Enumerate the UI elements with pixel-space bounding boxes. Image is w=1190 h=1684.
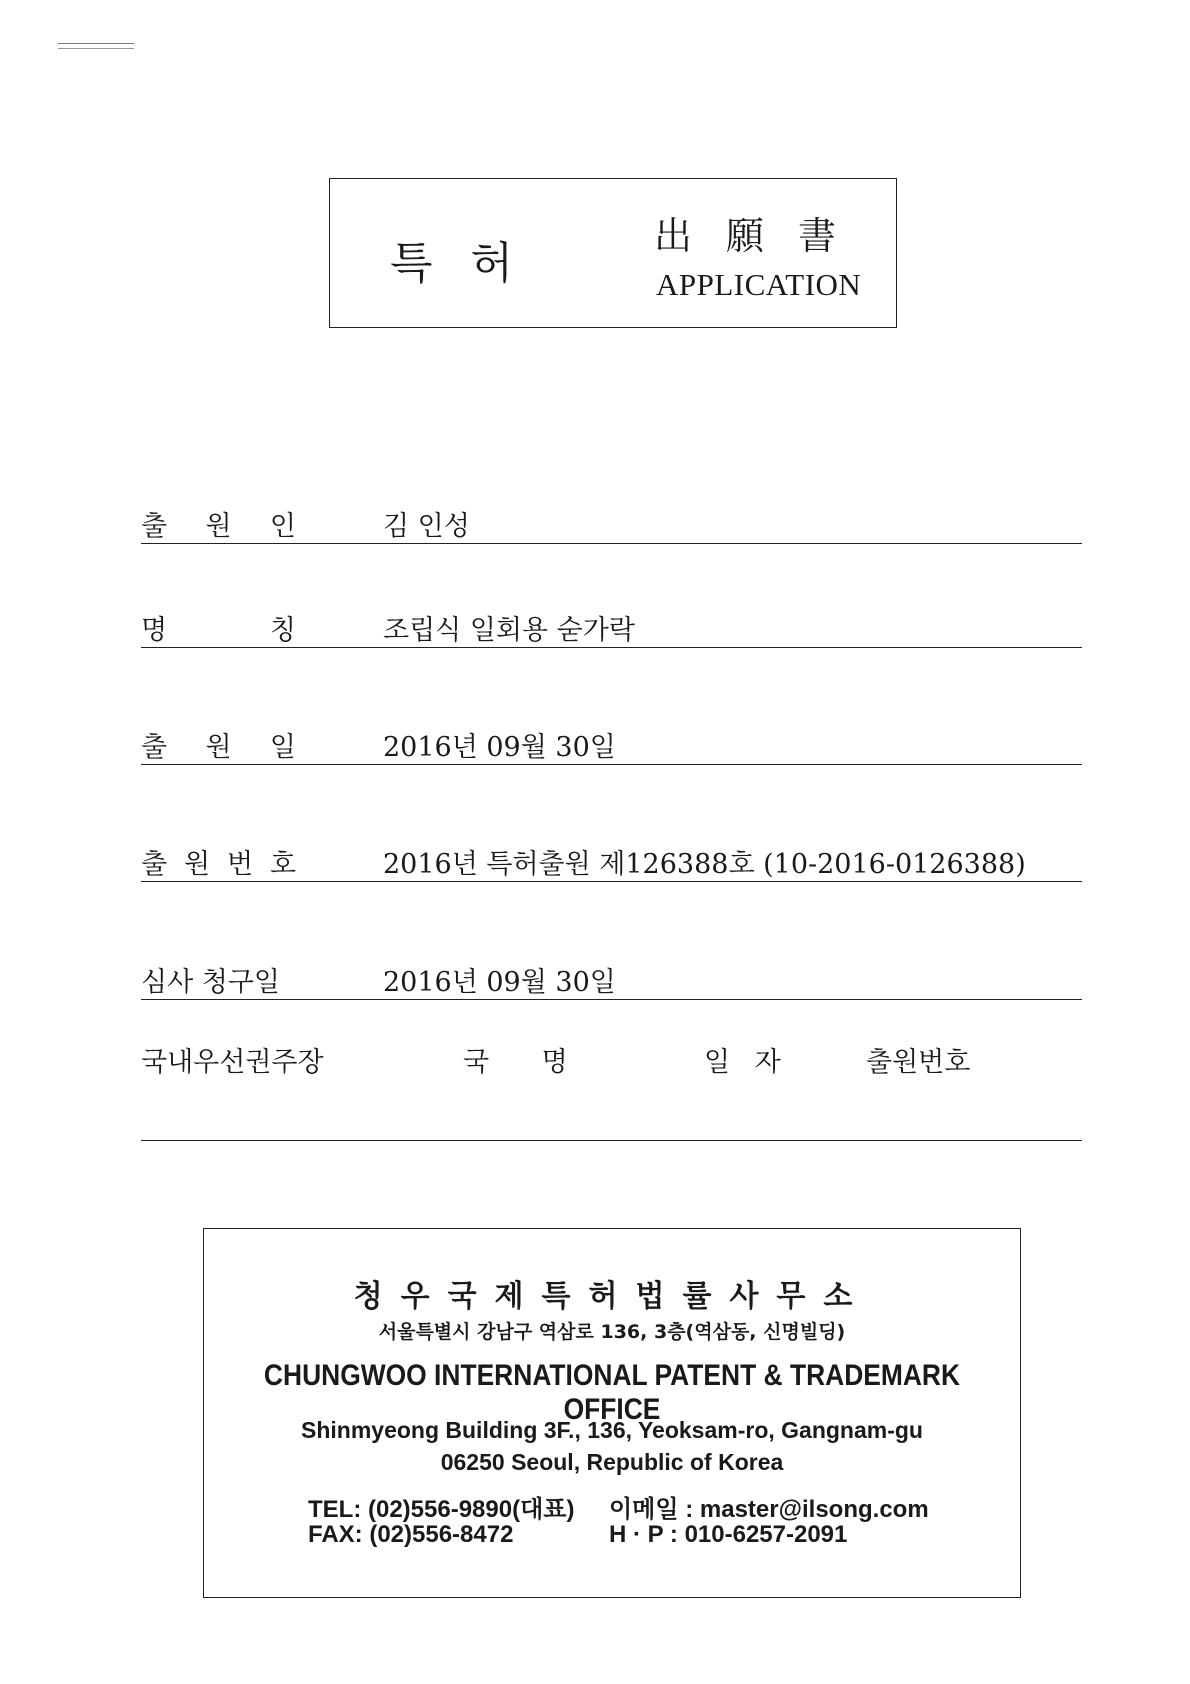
field-filing-date xyxy=(141,725,1082,765)
office-address-english-line2: 06250 Seoul, Republic of Korea xyxy=(440,1449,784,1475)
title-english: APPLICATION xyxy=(656,267,862,302)
office-tel: TEL: (02)556-9890(대표) xyxy=(308,1496,575,1523)
title-box xyxy=(329,178,897,328)
field-label: 출 원 인 xyxy=(141,511,296,542)
field-title xyxy=(141,608,1082,648)
priority-col-date: 일 자 xyxy=(704,1047,789,1078)
title-hanja: 出願書 xyxy=(654,214,871,258)
field-value: 2016년 09월 30일 xyxy=(383,732,616,763)
field-applicant xyxy=(141,504,1082,544)
office-hp: H · P : 010-6257-2091 xyxy=(609,1521,848,1548)
office-stamp-box xyxy=(203,1228,1021,1598)
field-label: 명 칭 xyxy=(141,615,296,646)
office-address-korean: 서울특별시 강남구 역삼로 136, 3층(역삼동, 신명빌딩) xyxy=(378,1321,846,1343)
field-value: 김 인성 xyxy=(383,511,470,542)
field-value: 2016년 09월 30일 xyxy=(383,967,616,998)
field-value: 2016년 특허출원 제126388호 (10-2016-0126388) xyxy=(383,849,1026,880)
office-name-english: CHUNGWOO INTERNATIONAL PATENT & TRADEMARK OFFICE xyxy=(263,1359,961,1426)
field-label: 심사 청구일 xyxy=(141,967,280,998)
priority-col-country: 국 명 xyxy=(463,1047,590,1078)
field-application-number xyxy=(141,842,1082,882)
office-email: 이메일 : master@ilsong.com xyxy=(609,1496,929,1523)
title-korean: 특허 xyxy=(390,238,552,289)
office-name-korean: 청우국제특허법률사무소 xyxy=(353,1279,871,1314)
office-fax: FAX: (02)556-8472 xyxy=(308,1521,514,1548)
priority-col-number: 출원번호 xyxy=(866,1047,971,1078)
field-label: 출 원 번 호 xyxy=(141,849,296,880)
field-label: 출 원 일 xyxy=(141,732,296,763)
priority-underline xyxy=(141,1140,1082,1141)
field-exam-request-date xyxy=(141,960,1082,1000)
field-value: 조립식 일회용 숟가락 xyxy=(383,615,635,646)
office-address-english-line1: Shinmyeong Building 3F., 136, Yeoksam-ro, Gangnam-gu xyxy=(301,1417,923,1443)
scan-corner-mark xyxy=(58,43,134,49)
priority-label: 국내우선권주장 xyxy=(141,1047,324,1078)
